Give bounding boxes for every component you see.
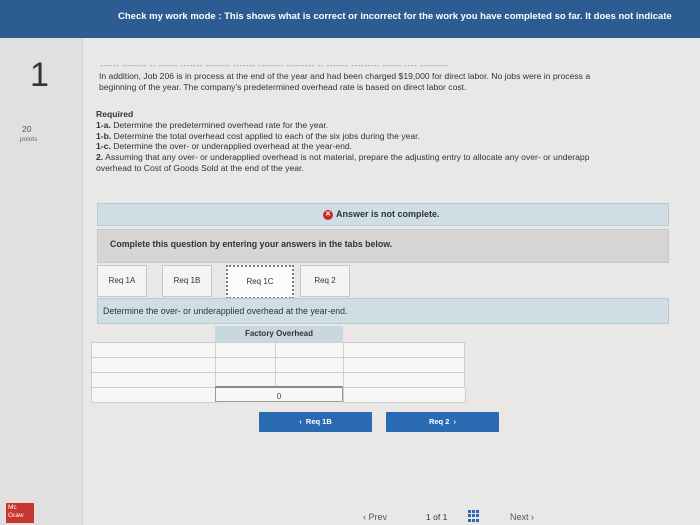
balance-label-cell-right[interactable] (343, 387, 466, 403)
x-circle-icon: ✕ (323, 210, 333, 220)
requirement-text: Assuming that any over- or underapplied overhead is not material, prepare the adjusting entry to allocate any over- or underapp (103, 152, 590, 163)
problem-intro (99, 71, 700, 92)
page-indicator (426, 512, 447, 522)
instruction-bar (97, 229, 669, 263)
t-account-row (91, 357, 465, 373)
banner-text: Check my work mode : This shows what is correct or incorrect for the work you have completed so far. It does not indicate (118, 11, 672, 22)
tab-req-2[interactable]: Req 2 (300, 265, 350, 297)
debit-amount-cell[interactable] (216, 373, 276, 387)
tab-req-1b[interactable]: Req 1B (162, 265, 212, 297)
balance-value: 0 (276, 392, 282, 401)
debit-amount-cell[interactable] (216, 343, 276, 357)
intro-line-2: beginning of the year. The company's predetermined overhead rate is based on direct labor cost. (99, 81, 467, 92)
requirement-1b (96, 131, 700, 142)
credit-label-cell[interactable] (344, 373, 464, 387)
t-account-title: Factory Overhead (215, 326, 343, 342)
points-value: 20 (22, 124, 32, 134)
chevron-right-icon: › (528, 512, 535, 522)
credit-label-cell[interactable] (344, 358, 464, 372)
status-text: Answer is not complete. (336, 209, 440, 219)
intro-line-1: In addition, Job 206 is in process at the end of the year and had been charged $19,000 for direct labor. No jobs were in process a (99, 71, 591, 81)
tab-req-1c[interactable]: Req 1C (226, 265, 294, 299)
next-req-label: Req 2 (428, 417, 450, 426)
requirement-1a (96, 120, 700, 131)
requirement-text: Determine the over- or underapplied overhead at the year-end. (110, 141, 353, 152)
footer-prev-label: Prev (368, 512, 388, 522)
check-work-banner (0, 0, 700, 38)
debit-label-cell[interactable] (92, 358, 216, 372)
question-prompt: Determine the over- or underapplied overhead at the year-end. (103, 306, 348, 316)
answer-status-bar (97, 203, 669, 226)
footer-next-button[interactable] (510, 512, 534, 522)
points-label: points (20, 136, 38, 143)
requirement-text: Determine the total overhead cost applied to each of the six jobs during the year. (111, 130, 420, 141)
next-req-button[interactable] (386, 412, 499, 432)
requirement-key: 2. (96, 152, 104, 163)
chevron-left-icon: ‹ (363, 512, 369, 522)
page-total: 1 (442, 512, 448, 522)
required-heading: Required (96, 109, 134, 119)
page-current: 1 (426, 512, 431, 522)
requirement-key: 1-b. (96, 130, 112, 141)
chevron-left-icon: ‹ (299, 417, 306, 426)
requirement-text: Determine the predetermined overhead rate for the year. (110, 119, 329, 130)
t-account-balance (215, 386, 343, 402)
debit-amount-cell[interactable] (216, 358, 276, 372)
table-bottom-edge: ------ -------- -- ------ ------- -------- ------- -------- --------- -- ------- --------- ------ ---- --------- (100, 61, 449, 69)
t-account-row (91, 342, 465, 358)
requirements-list (96, 109, 700, 174)
requirement-key: 1-c. (96, 141, 111, 152)
question-rail (0, 38, 83, 525)
credit-amount-cell[interactable] (276, 358, 344, 372)
grid-icon[interactable] (468, 510, 480, 522)
credit-label-cell[interactable] (344, 343, 464, 357)
answer-status (323, 209, 440, 220)
question-prompt-bar (97, 298, 669, 324)
requirement-2-continued: overhead to Cost of Goods Sold at the end of the year. (96, 162, 304, 173)
requirement-1c (96, 141, 700, 152)
credit-amount-cell[interactable] (276, 373, 344, 387)
logo-line-1: Mc (8, 504, 17, 511)
requirement-key: 1-a. (96, 119, 111, 130)
credit-amount-cell[interactable] (276, 343, 344, 357)
instruction-text: Complete this question by entering your answers in the tabs below. (110, 239, 393, 249)
footer-prev-button[interactable] (363, 512, 387, 522)
debit-label-cell[interactable] (92, 373, 216, 387)
logo-line-2: Graw (8, 512, 24, 519)
debit-label-cell[interactable] (92, 343, 216, 357)
balance-label-cell[interactable] (91, 387, 217, 403)
mcgraw-logo (6, 503, 34, 523)
tab-req-1a[interactable]: Req 1A (97, 265, 147, 297)
footer-next-label: Next (510, 512, 529, 522)
prev-req-label: Req 1B (305, 417, 332, 426)
page-of: of (433, 512, 441, 522)
chevron-right-icon: › (449, 417, 457, 426)
prev-req-button[interactable] (259, 412, 372, 432)
question-number: 1 (30, 56, 49, 94)
requirement-2 (96, 152, 700, 163)
